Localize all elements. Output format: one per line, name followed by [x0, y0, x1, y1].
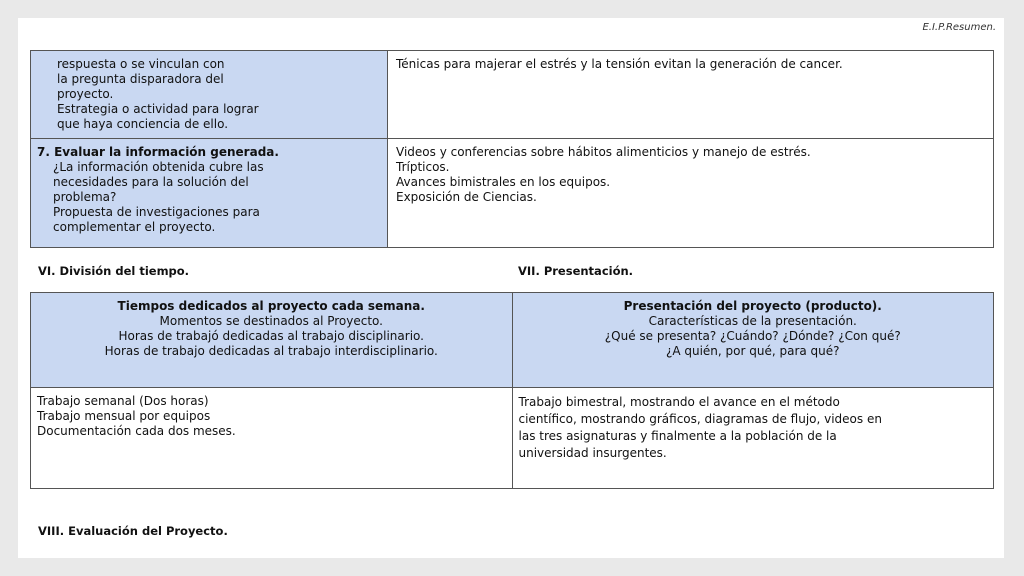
cell-line: ¿La información obtenida cubre las — [53, 160, 264, 174]
cell-line: respuesta o se vinculan con — [57, 57, 225, 71]
cell-line: proyecto. — [57, 87, 114, 101]
cell-line: que haya conciencia de ello. — [57, 117, 229, 131]
row1-left-cell — [31, 51, 388, 139]
table-row — [31, 388, 994, 489]
cell-line: problema? — [53, 190, 117, 204]
table-row — [31, 51, 994, 139]
cell-line: Propuesta de investigaciones para — [53, 205, 260, 219]
cell-line: ¿A quién, por qué, para qué? — [665, 344, 840, 358]
cell-line: Horas de trabajó dedicadas al trabajo disciplinario. — [118, 329, 424, 343]
cell-line: la pregunta disparadora del — [57, 72, 224, 86]
cell-line: Exposición de Ciencias. — [396, 190, 537, 204]
time-head-title: Tiempos dedicados al proyecto cada semana. — [117, 299, 425, 313]
cell-line: Avances bimistrales en los equipos. — [396, 175, 611, 189]
cell-line: Trípticos. — [396, 160, 450, 174]
row2-left-cell — [31, 139, 388, 248]
cell-line: Documentación cada dos meses. — [37, 424, 236, 438]
section-viii-heading: VIII. Evaluación del Proyecto. — [38, 524, 228, 538]
cell-line: Momentos se destinados al Proyecto. — [159, 314, 383, 328]
table-row — [31, 293, 994, 388]
section-vi-heading: VI. División del tiempo. — [38, 264, 190, 278]
cell-line: Estrategia o actividad para lograr — [57, 102, 259, 116]
strategy-table — [30, 50, 994, 248]
cell-line: ¿Qué se presenta? ¿Cuándo? ¿Dónde? ¿Con qué? — [604, 329, 901, 343]
header-label: E.I.P.Resumen. — [922, 22, 996, 33]
table-row — [31, 139, 994, 248]
row1-right-cell — [388, 51, 994, 139]
time-head-cell — [31, 293, 513, 388]
time-body-cell — [31, 388, 513, 489]
row2-right-cell — [388, 139, 994, 248]
cell-line: Ténicas para majerar el estrés y la tensión evitan la generación de cancer. — [396, 57, 843, 71]
cell-line: las tres asignaturas y finalmente a la población de la — [518, 429, 837, 443]
cell-line: Características de la presentación. — [648, 314, 857, 328]
cell-line: Videos y conferencias sobre hábitos alimenticios y manejo de estrés. — [396, 145, 811, 159]
time-presentation-table — [30, 292, 994, 489]
cell-line: Trabajo bimestral, mostrando el avance en el método — [518, 395, 840, 409]
cell-line: necesidades para la solución del — [53, 175, 249, 189]
presentation-head-cell — [512, 293, 994, 388]
cell-line: Horas de trabajo dedicadas al trabajo interdisciplinario. — [104, 344, 438, 358]
row2-title: 7. Evaluar la información generada. — [37, 145, 279, 159]
cell-line: Trabajo semanal (Dos horas) — [37, 394, 209, 408]
presentation-body-cell — [512, 388, 994, 489]
cell-line: complementar el proyecto. — [53, 220, 216, 234]
cell-line: Trabajo mensual por equipos — [37, 409, 211, 423]
cell-line: universidad insurgentes. — [518, 446, 667, 460]
cell-line: científico, mostrando gráficos, diagramas de flujo, videos en — [518, 412, 882, 426]
document-page — [18, 18, 1004, 558]
section-vii-heading: VII. Presentación. — [518, 264, 634, 278]
presentation-head-title: Presentación del proyecto (producto). — [623, 299, 882, 313]
